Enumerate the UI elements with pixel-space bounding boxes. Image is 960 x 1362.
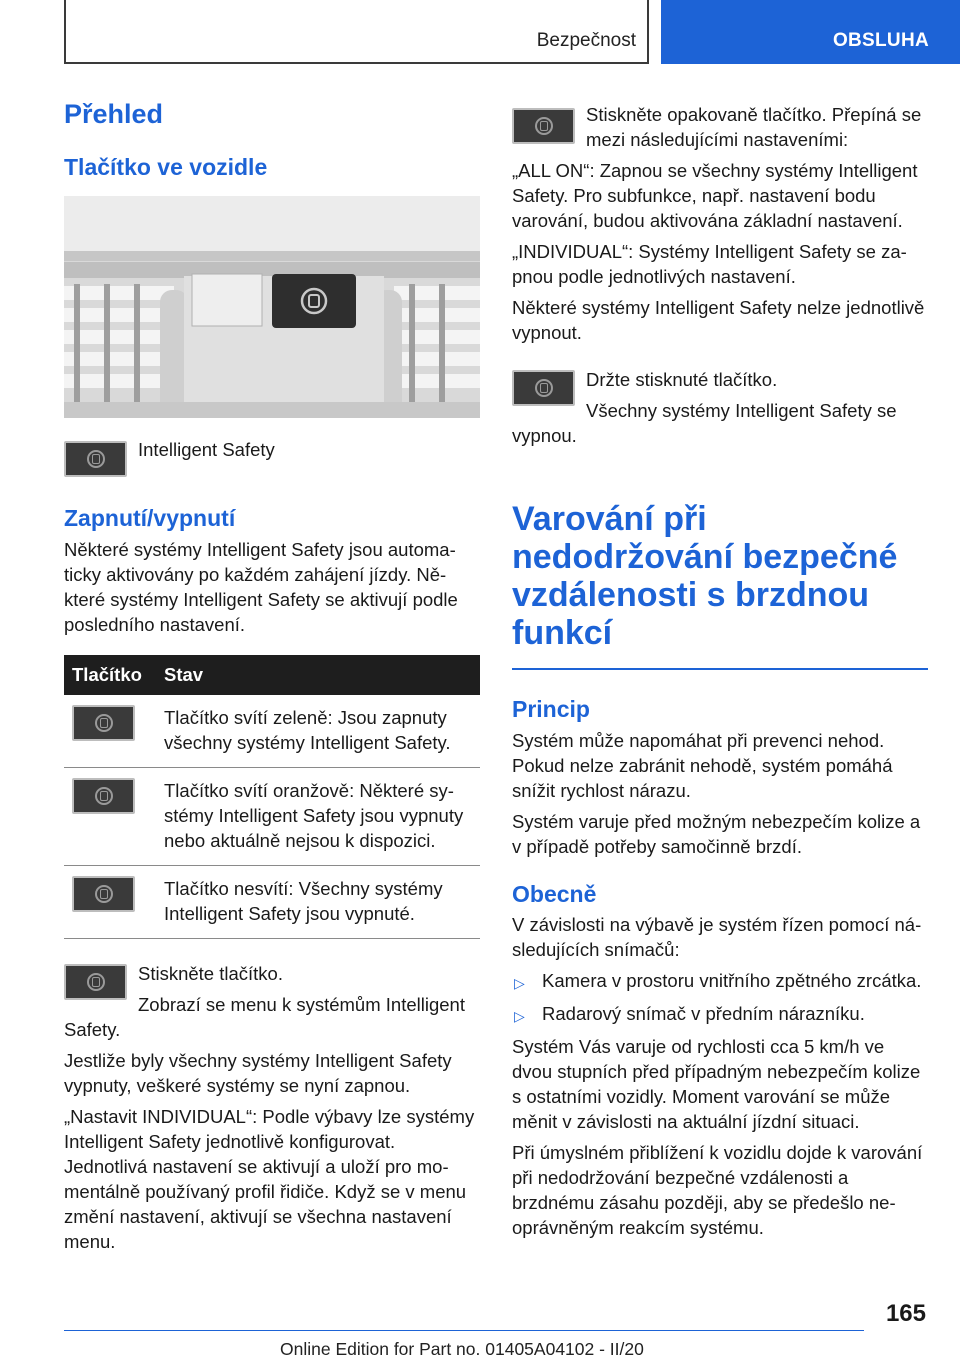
button-legend-row — [64, 438, 480, 477]
list-item-text: Kamera v prostoru vnitřního zpětného zrcátka. — [542, 970, 922, 992]
table-row — [64, 695, 480, 768]
button-image-repeat — [512, 108, 575, 144]
button-status-table — [64, 655, 480, 939]
hold-step-text: Držte stisknuté tlačítko. — [586, 369, 778, 390]
page-number: 165 — [885, 1300, 926, 1327]
car-shield-icon — [95, 787, 113, 805]
list-item — [512, 968, 928, 993]
table-row — [64, 767, 480, 865]
paragraph-approach: Při úmyslném přiblížení k vozidlu dojde k varování při nedodržování bezpečné vzdálenosti a brzdnému zásahu později, aby se předešlo neoprávněným reakcím systému. — [512, 1142, 923, 1239]
press-button-step — [64, 961, 480, 1048]
table-cell-state: Tlačítko nesvítí: Všechny systémy Intelligent Safety jsou vypnuté. — [156, 865, 480, 938]
button-image-green — [72, 705, 135, 741]
heading-rule — [512, 668, 928, 670]
car-shield-icon — [95, 714, 113, 732]
section-title: Přehled — [64, 99, 164, 129]
button-image-hold — [512, 370, 575, 406]
paragraph-obecne: V závislosti na výbavě je systém řízen pomocí následujících snímačů: — [512, 914, 922, 961]
list-item — [512, 1001, 928, 1026]
button-image-orange — [72, 778, 135, 814]
triangle-bullet-icon: ▷ — [514, 975, 525, 992]
vehicle-button-photo — [64, 196, 480, 418]
paragraph-some-not: Některé systémy Intelligent Safety nelze jednotlivě vypnout. — [512, 297, 925, 343]
paragraph-on-off: Některé systémy Intelligent Safety jsou automaticky aktivovány po každém zahájení jízdy. Některé systémy Intelligent Safety se aktivují podle posledního nastavení. — [64, 538, 458, 635]
intelligent-safety-button-image — [64, 441, 127, 477]
footer-rule — [64, 1330, 864, 1331]
paragraph-all-off: Jestliže byly všechny systémy Intelligent Safety vypnuty, veškeré systémy se nyní zapnou. — [64, 1049, 452, 1096]
car-shield-icon — [87, 450, 105, 468]
table-cell-state: Tlačítko svítí zeleně: Jsou zapnuty všechny systémy Intelligent Safety. — [156, 695, 480, 768]
table-header-button: Tlačítko — [64, 655, 156, 695]
press-step-text: Stiskněte tlačítko. — [138, 962, 283, 984]
table-cell-state: Tlačítko svítí oranžově: Některé systémy Intelligent Safety jsou vypnuty nebo aktuálně nejsou k dispozici. — [156, 767, 480, 865]
heading-on-off: Zapnutí/vypnutí — [64, 504, 236, 531]
left-column — [64, 98, 480, 1260]
press-repeat-step — [512, 102, 928, 158]
car-shield-icon — [87, 973, 105, 991]
table-header-state: Stav — [156, 655, 480, 695]
car-shield-icon — [535, 379, 553, 397]
table-row — [64, 865, 480, 938]
footer-edition: Online Edition for Part no. 01405A04102 - II/20 — [280, 1339, 644, 1359]
header-chapter-title: OBSLUHA — [832, 30, 929, 51]
sensor-list — [512, 968, 928, 1026]
heading-obecne: Obecně — [512, 880, 597, 907]
paragraph-all-on: „ALL ON“: Zapnou se všechny systémy Intelligent Safety. Pro subfunkce, např. nastavení bodu varování, budou aktivována základní nastavení. — [512, 160, 918, 231]
button-image-off — [72, 876, 135, 912]
paragraph-princip-1: Systém může napomáhat při prevenci nehod. Pokud nelze zabránit nehodě, systém pomáhá snížit rychlost nárazu. — [512, 729, 893, 801]
header-section-title: Bezpečnost — [536, 30, 636, 51]
button-caption: Intelligent Safety — [138, 438, 275, 460]
press-repeat-text: Stiskněte opakovaně tlačítko. Přepíná se mezi následujícími nastaveními: — [586, 104, 922, 150]
hold-step-result: Všechny systémy Intelligent Safety se vypnou. — [512, 400, 897, 446]
paragraph-individual: „Nastavit INDIVIDUAL“: Podle výbavy lze systémy Intelligent Safety jednotlivě konfigurovat. Jednotlivá nastavení se aktivují a uloží pro momentálně používaný profil řidiče. Když se v menu změní nastavení, aktivují se všechna nastavení menu. — [64, 1105, 475, 1252]
car-shield-icon — [535, 117, 553, 135]
hold-button-step — [512, 367, 928, 454]
right-column — [512, 102, 928, 1246]
press-step-result: Zobrazí se menu k systémům Intelligent Safety. — [64, 993, 465, 1040]
paragraph-speed: Systém Vás varuje od rychlosti cca 5 km/h ve dvou stupních před případným nebezpečím kolize s ostatními vozidly. Moment varování se může měnit v závislosti na aktuální jízdní situaci. — [512, 1036, 921, 1133]
triangle-bullet-icon: ▷ — [514, 1008, 525, 1025]
paragraph-individual-mode: „INDIVIDUAL“: Systémy Intelligent Safety se zapnou podle jednotlivých nastavení. — [512, 241, 907, 287]
paragraph-princip-2: Systém varuje před možným nebezpečím kolize a v případě potřeby samočinně brzdí. — [512, 810, 921, 857]
button-image-press — [64, 964, 127, 1000]
subsection-title-button: Tlačítko ve vozidle — [64, 154, 268, 181]
chapter-heading-warning: Varování při nedodržování bezpečné vzdálenosti s brzdnou funkcí — [512, 500, 898, 652]
list-item-text: Radarový snímač v předním nárazníku. — [542, 1003, 865, 1025]
heading-princip: Princip — [512, 696, 590, 722]
car-shield-icon — [95, 885, 113, 903]
